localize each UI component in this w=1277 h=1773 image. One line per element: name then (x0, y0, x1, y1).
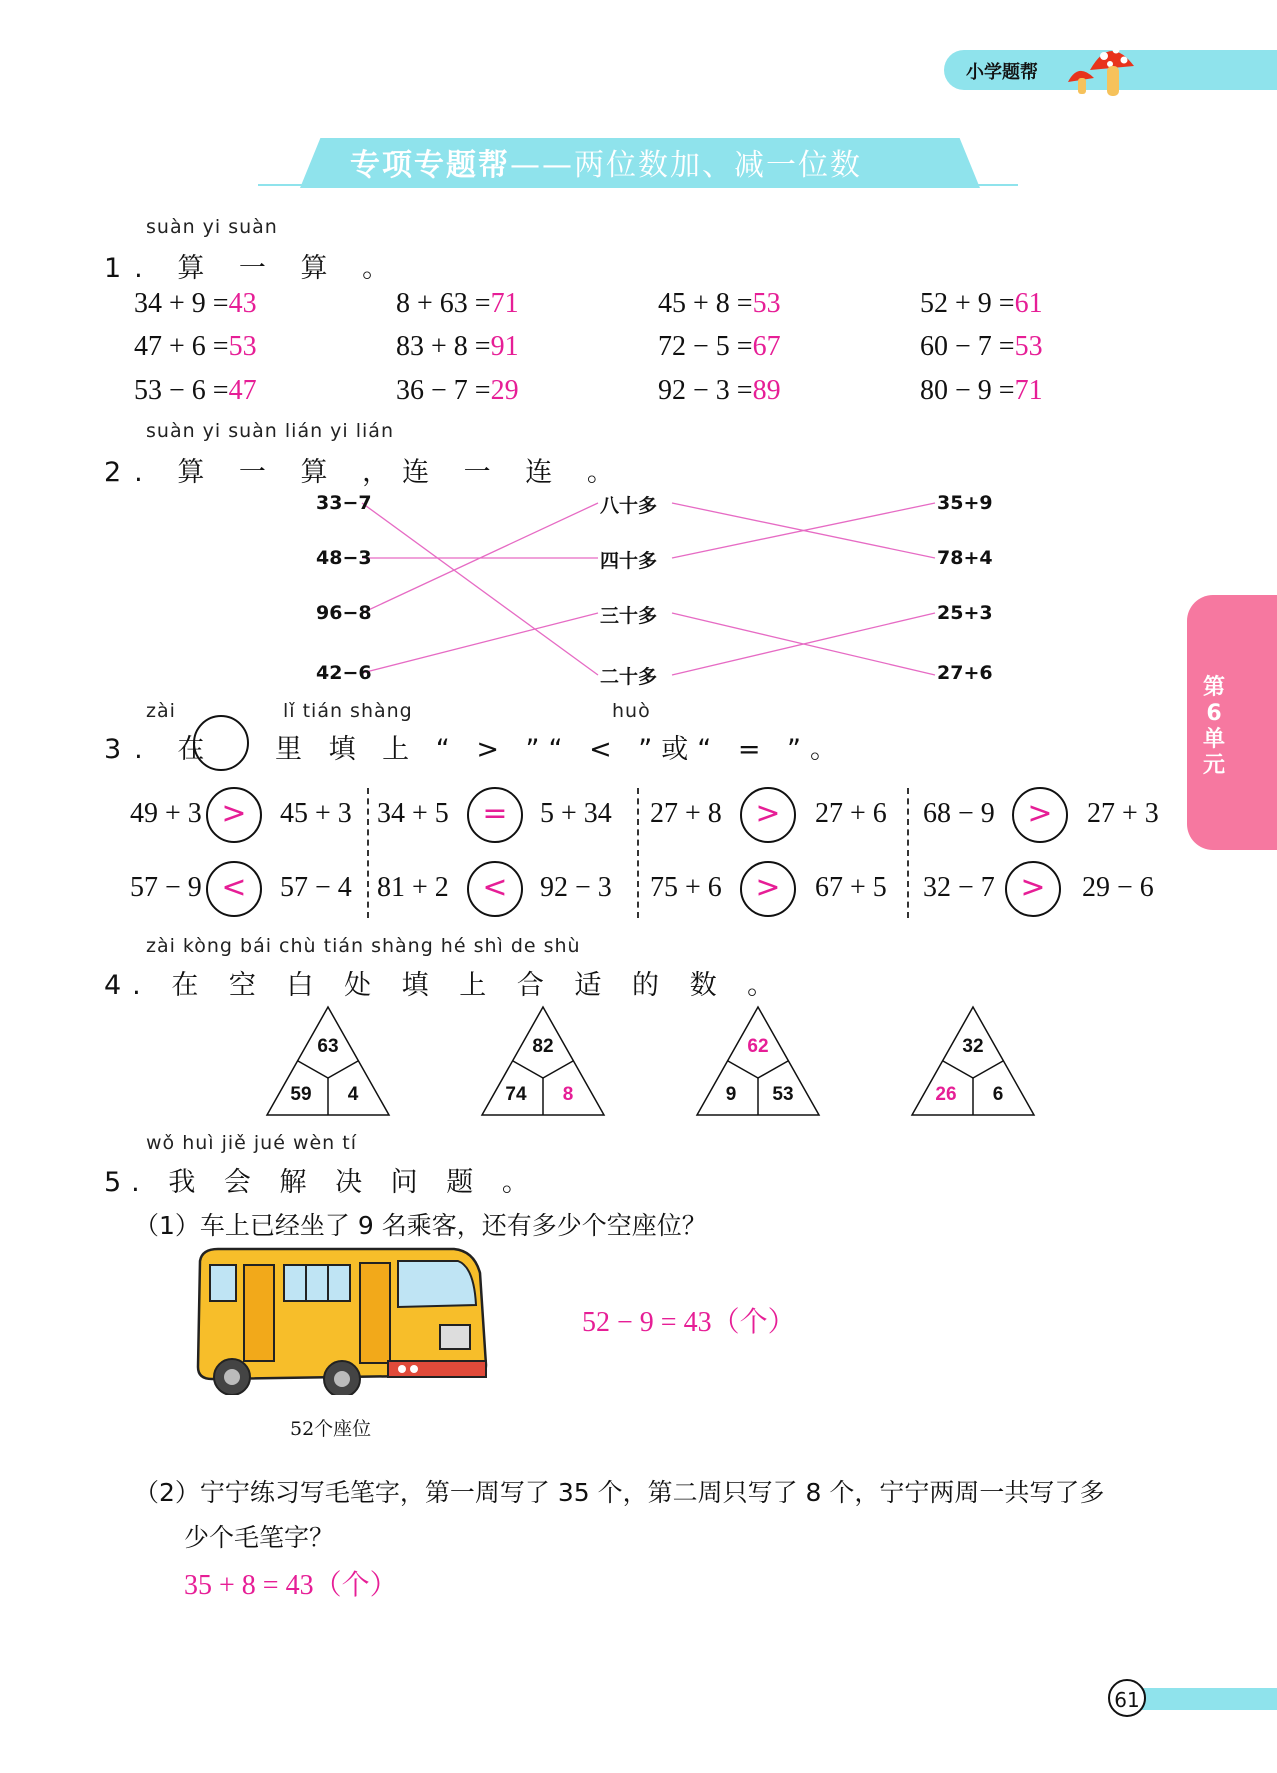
triangle-right: 6 (992, 1084, 1004, 1105)
compare-circle[interactable]: < (206, 861, 262, 917)
match-left-item: 42−6 (316, 662, 372, 684)
q1-answer: 71 (1014, 375, 1043, 406)
match-line (362, 503, 598, 675)
compare-left: 32 − 7 (923, 872, 995, 903)
q5-p2-answer: 35 + 8 = 43（个） (184, 1570, 398, 1601)
triangle-left: 9 (725, 1084, 737, 1105)
q1-answer: 53 (752, 288, 781, 319)
q1-item: 34 + 9 =43 (134, 288, 257, 319)
triangle-top: 82 (532, 1036, 554, 1057)
compare-left: 49 + 3 (130, 798, 202, 829)
q5-title: 5. 我 会 解 决 问 题 。 (104, 1167, 539, 1198)
compare-right: 5 + 34 (540, 798, 612, 829)
q1-item: 53 − 6 =47 (134, 375, 257, 406)
match-middle-item: 二十多 (600, 666, 658, 688)
column-divider (907, 788, 909, 918)
triangle-top: 32 (962, 1036, 984, 1057)
q1-item: 72 − 5 =67 (658, 331, 781, 362)
q1-item: 80 − 9 =71 (920, 375, 1043, 406)
compare-left: 27 + 8 (650, 798, 722, 829)
compare-right: 67 + 5 (815, 872, 887, 903)
compare-left: 34 + 5 (377, 798, 449, 829)
match-left-item: 48−3 (316, 547, 372, 569)
q1-answer: 43 (228, 288, 257, 319)
match-left-item: 96−8 (316, 602, 372, 624)
q5-p1-answer: 52 − 9 = 43（个） (582, 1307, 796, 1338)
q1-answer: 91 (490, 331, 519, 362)
q1-pinyin: suàn yi suàn (146, 216, 278, 238)
q1-item: 52 + 9 =61 (920, 288, 1043, 319)
match-right-item: 25+3 (937, 602, 993, 624)
triangle-right-answer: 8 (562, 1084, 574, 1105)
compare-circle[interactable]: > (1012, 787, 1068, 843)
q1-answer: 47 (228, 375, 257, 406)
match-right-item: 35+9 (937, 492, 993, 514)
compare-circle[interactable]: > (1005, 861, 1061, 917)
q1-item: 36 − 7 =29 (396, 375, 519, 406)
compare-left: 57 − 9 (130, 872, 202, 903)
page-strip (1130, 1688, 1277, 1710)
q1-answer: 71 (490, 288, 519, 319)
q1-answer: 53 (228, 331, 257, 362)
q1-answer: 61 (1014, 288, 1043, 319)
compare-circle[interactable]: > (740, 861, 796, 917)
bus-illustration (192, 1245, 492, 1395)
match-right-item: 78+4 (937, 547, 993, 569)
match-right-item: 27+6 (937, 662, 993, 684)
q3-pinyin-huo: huò (612, 700, 651, 722)
triangle-right: 53 (772, 1084, 794, 1105)
q1-title: 1. 算 一 算 。 (104, 253, 403, 284)
compare-left: 81 + 2 (377, 872, 449, 903)
triangle-top: 63 (317, 1036, 339, 1057)
triangle-right: 4 (347, 1084, 359, 1105)
compare-right: 27 + 6 (815, 798, 887, 829)
q5-p2-question-line1: （2）宁宁练习写毛笔字，第一周写了 35 个，第二周只写了 8 个，宁宁两周一共写了多 (134, 1478, 1105, 1507)
compare-circle[interactable]: < (467, 861, 523, 917)
compare-right: 92 − 3 (540, 872, 612, 903)
q4-pinyin: zài kòng bái chù tián shàng hé shì de shù (146, 935, 581, 957)
q3-title-start: 3. 在 (104, 734, 218, 765)
q5-p1-question: （1）车上已经坐了 9 名乘客，还有多少个空座位？ (134, 1211, 707, 1240)
compare-circle[interactable]: > (206, 787, 262, 843)
compare-circle[interactable]: = (467, 787, 523, 843)
q5-p2-question-line2: 少个毛笔字？ (184, 1523, 335, 1552)
q4-title: 4. 在 空 白 处 填 上 合 适 的 数 。 (104, 970, 786, 1001)
matching-lines (0, 0, 1277, 700)
q1-item: 60 − 7 =53 (920, 331, 1043, 362)
q5-pinyin: wǒ huì jiě jué wèn tí (146, 1132, 357, 1154)
match-line (362, 613, 598, 673)
triangle-top-answer: 62 (747, 1036, 769, 1057)
triangle-left-answer: 26 (935, 1084, 957, 1105)
unit-tab-label: 第6单元 (1202, 675, 1225, 778)
q1-item: 83 + 8 =91 (396, 331, 519, 362)
q1-item: 8 + 63 =71 (396, 288, 519, 319)
column-divider (367, 788, 369, 918)
triangle-left: 59 (290, 1084, 312, 1105)
page-number: 61 (1108, 1679, 1146, 1717)
q2-pinyin: suàn yi suàn lián yi lián (146, 420, 394, 442)
compare-circle[interactable]: > (740, 787, 796, 843)
q3-pinyin-zai: zài (146, 700, 176, 722)
q3-title-end: 里 填 上 “ > ”“ < ”或“ = ”。 (275, 734, 847, 765)
q1-answer: 29 (490, 375, 519, 406)
match-middle-item: 四十多 (600, 550, 658, 572)
title-main: 专项专题帮 (350, 148, 510, 183)
q1-answer: 67 (752, 331, 781, 362)
compare-right: 45 + 3 (280, 798, 352, 829)
compare-left: 75 + 6 (650, 872, 722, 903)
q1-answer: 89 (752, 375, 781, 406)
compare-left: 68 − 9 (923, 798, 995, 829)
compare-right: 57 − 4 (280, 872, 352, 903)
q3-pinyin-tian: lǐ tián shàng (283, 700, 413, 722)
q1-answer: 53 (1014, 331, 1043, 362)
q1-item: 47 + 6 =53 (134, 331, 257, 362)
answer-circle-sample (193, 715, 249, 771)
q2-title: 2. 算 一 算 ，连 一 连 。 (104, 457, 627, 488)
match-middle-item: 八十多 (600, 495, 658, 517)
compare-right: 29 − 6 (1082, 872, 1154, 903)
compare-right: 27 + 3 (1087, 798, 1159, 829)
title-sub: ——两位数加、减一位数 (510, 148, 862, 183)
brand-label: 小学题帮 (966, 62, 1038, 83)
q1-item: 92 − 3 =89 (658, 375, 781, 406)
match-left-item: 33−7 (316, 492, 372, 514)
q1-item: 45 + 8 =53 (658, 288, 781, 319)
triangle-left: 74 (505, 1084, 527, 1105)
column-divider (637, 788, 639, 918)
bus-caption: 52个座位 (290, 1418, 372, 1440)
match-middle-item: 三十多 (600, 605, 658, 627)
